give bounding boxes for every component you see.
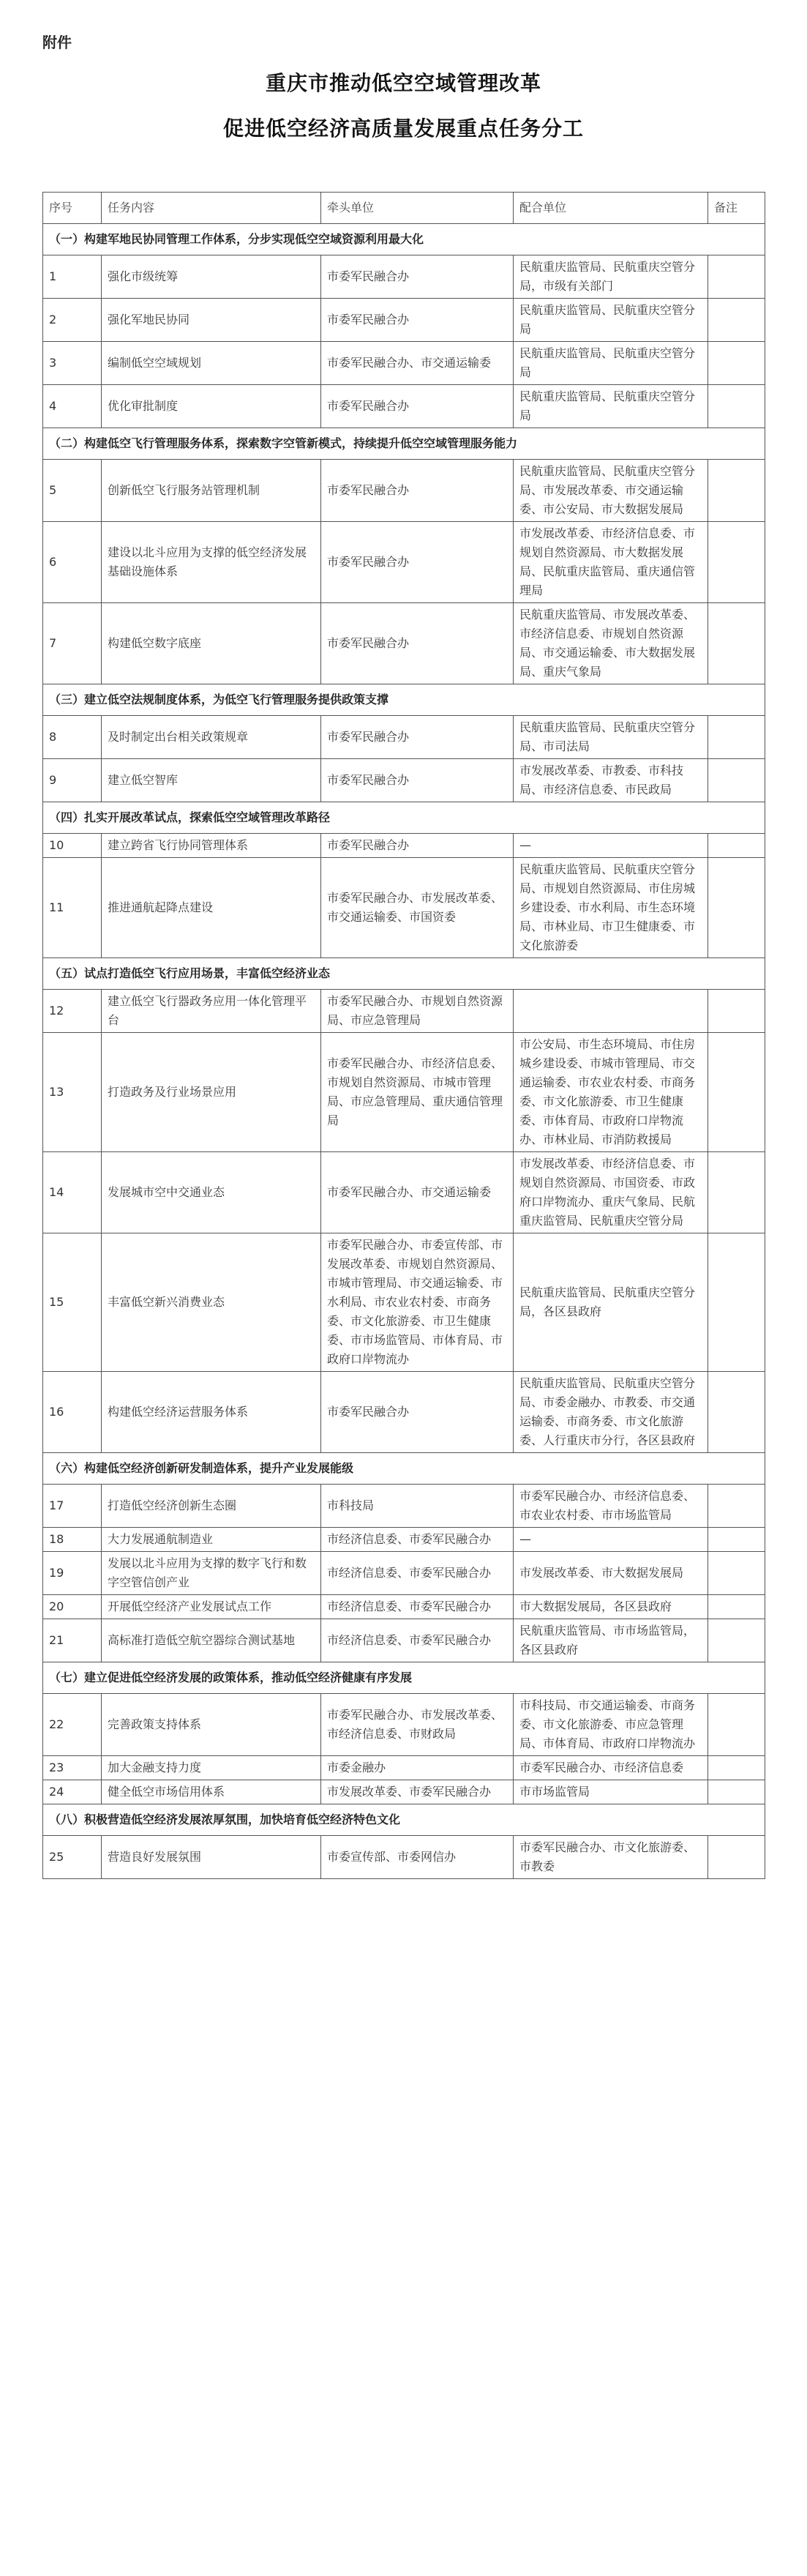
section-row [43, 428, 765, 460]
table-row [43, 1780, 765, 1804]
remarks [708, 1552, 765, 1595]
section-title: （二）构建低空飞行管理服务体系，探索数字空管新模式，持续提升低空空域管理服务能力 [43, 428, 765, 460]
task-content: 建立低空智库 [102, 759, 321, 802]
row-number: 17 [43, 1485, 102, 1528]
lead-unit: 市委军民融合办、市发展改革委、市经济信息委、市财政局 [321, 1694, 514, 1756]
remarks [708, 460, 765, 522]
remarks [708, 385, 765, 428]
lead-unit: 市委军民融合办 [321, 603, 514, 684]
table-row [43, 1152, 765, 1233]
cooperating-unit: 民航重庆监管局、民航重庆空管分局 [514, 342, 708, 385]
document-title-line2: 促进低空经济高质量发展重点任务分工 [222, 116, 584, 141]
remarks [708, 990, 765, 1033]
cooperating-unit: 市公安局、市生态环境局、市住房城乡建设委、市城市管理局、市交通运输委、市农业农村委、市商务委、市文化旅游委、市卫生健康委、市体育局、市政府口岸物流办、市林业局、市消防救援局 [514, 1033, 708, 1152]
row-number: 16 [43, 1372, 102, 1453]
lead-unit: 市委军民融合办 [321, 299, 514, 342]
task-content: 打造政务及行业场景应用 [102, 1033, 321, 1152]
lead-unit: 市委军民融合办、市交通运输委 [321, 342, 514, 385]
row-number: 5 [43, 460, 102, 522]
row-number: 21 [43, 1619, 102, 1662]
task-content: 营造良好发展氛围 [102, 1836, 321, 1879]
table-row [43, 759, 765, 802]
remarks [708, 1756, 765, 1780]
remarks [708, 1694, 765, 1756]
task-content: 完善政策支持体系 [102, 1694, 321, 1756]
task-content: 发展城市空中交通业态 [102, 1152, 321, 1233]
lead-unit: 市委军民融合办 [321, 255, 514, 299]
cooperating-unit: 市发展改革委、市教委、市科技局、市经济信息委、市民政局 [514, 759, 708, 802]
row-number: 8 [43, 716, 102, 759]
row-number: 14 [43, 1152, 102, 1233]
lead-unit: 市委军民融合办 [321, 522, 514, 603]
cooperating-unit: 民航重庆监管局、民航重庆空管分局，市级有关部门 [514, 255, 708, 299]
table-row [43, 1836, 765, 1879]
task-content: 大力发展通航制造业 [102, 1528, 321, 1552]
row-number: 3 [43, 342, 102, 385]
table-row [43, 342, 765, 385]
task-content: 优化审批制度 [102, 385, 321, 428]
header-no: 序号 [43, 193, 102, 224]
remarks [708, 1152, 765, 1233]
table-row [43, 1233, 765, 1372]
lead-unit: 市经济信息委、市委军民融合办 [321, 1552, 514, 1595]
remarks [708, 716, 765, 759]
section-title: （六）构建低空经济创新研发制造体系，提升产业发展能级 [43, 1453, 765, 1485]
task-content: 高标准打造低空航空器综合测试基地 [102, 1619, 321, 1662]
row-number: 15 [43, 1233, 102, 1372]
task-content: 推进通航起降点建设 [102, 858, 321, 958]
cooperating-unit: 民航重庆监管局、市市场监管局，各区县政府 [514, 1619, 708, 1662]
lead-unit: 市委军民融合办、市发展改革委、市交通运输委、市国资委 [321, 858, 514, 958]
table-row [43, 1619, 765, 1662]
section-row [43, 1453, 765, 1485]
remarks [708, 759, 765, 802]
task-table-body [43, 224, 765, 1879]
table-row [43, 1372, 765, 1453]
cooperating-unit: 市市场监管局 [514, 1780, 708, 1804]
table-row [43, 834, 765, 858]
cooperating-unit: 市大数据发展局，各区县政府 [514, 1595, 708, 1619]
task-content: 构建低空经济运营服务体系 [102, 1372, 321, 1453]
table-row [43, 1033, 765, 1152]
cooperating-unit: — [514, 834, 708, 858]
section-row [43, 1662, 765, 1694]
table-row [43, 1552, 765, 1595]
table-row [43, 990, 765, 1033]
task-content: 发展以北斗应用为支撑的数字飞行和数字空管信创产业 [102, 1552, 321, 1595]
table-row [43, 255, 765, 299]
task-content: 及时制定出台相关政策规章 [102, 716, 321, 759]
table-row [43, 716, 765, 759]
row-number: 24 [43, 1780, 102, 1804]
table-row [43, 522, 765, 603]
task-content: 建立低空飞行器政务应用一体化管理平台 [102, 990, 321, 1033]
row-number: 11 [43, 858, 102, 958]
lead-unit: 市委军民融合办 [321, 716, 514, 759]
header-task: 任务内容 [102, 193, 321, 224]
cooperating-unit: 民航重庆监管局、民航重庆空管分局、市规划自然资源局、市住房城乡建设委、市水利局、市生态环境局、市林业局、市卫生健康委、市文化旅游委 [514, 858, 708, 958]
section-title: （八）积极营造低空经济发展浓厚氛围，加快培育低空经济特色文化 [43, 1804, 765, 1836]
row-number: 7 [43, 603, 102, 684]
section-row [43, 684, 765, 716]
task-content: 强化市级统筹 [102, 255, 321, 299]
section-row [43, 802, 765, 834]
table-row [43, 385, 765, 428]
table-header-row [43, 193, 765, 224]
cooperating-unit: — [514, 1528, 708, 1552]
task-content: 健全低空市场信用体系 [102, 1780, 321, 1804]
table-row [43, 460, 765, 522]
task-content: 建设以北斗应用为支撑的低空经济发展基础设施体系 [102, 522, 321, 603]
task-content: 构建低空数字底座 [102, 603, 321, 684]
remarks [708, 522, 765, 603]
remarks [708, 1033, 765, 1152]
row-number: 4 [43, 385, 102, 428]
task-content: 创新低空飞行服务站管理机制 [102, 460, 321, 522]
row-number: 12 [43, 990, 102, 1033]
table-row [43, 1595, 765, 1619]
remarks [708, 834, 765, 858]
section-title: （七）建立促进低空经济发展的政策体系，推动低空经济健康有序发展 [43, 1662, 765, 1694]
lead-unit: 市委军民融合办 [321, 759, 514, 802]
row-number: 6 [43, 522, 102, 603]
section-row [43, 1804, 765, 1836]
document-title-line1: 重庆市推动低空空域管理改革 [265, 71, 541, 95]
table-row [43, 1528, 765, 1552]
attachment-label: 附件 [42, 34, 72, 51]
header-lead: 牵头单位 [321, 193, 514, 224]
remarks [708, 858, 765, 958]
row-number: 25 [43, 1836, 102, 1879]
table-row [43, 1694, 765, 1756]
section-title: （五）试点打造低空飞行应用场景，丰富低空经济业态 [43, 958, 765, 990]
row-number: 1 [43, 255, 102, 299]
task-content: 打造低空经济创新生态圈 [102, 1485, 321, 1528]
remarks [708, 1780, 765, 1804]
remarks [708, 1595, 765, 1619]
task-content: 丰富低空新兴消费业态 [102, 1233, 321, 1372]
lead-unit: 市委军民融合办 [321, 1372, 514, 1453]
table-row [43, 1485, 765, 1528]
section-row [43, 224, 765, 255]
row-number: 22 [43, 1694, 102, 1756]
row-number: 10 [43, 834, 102, 858]
task-content: 加大金融支持力度 [102, 1756, 321, 1780]
remarks [708, 299, 765, 342]
task-content: 建立跨省飞行协同管理体系 [102, 834, 321, 858]
cooperating-unit: 市发展改革委、市经济信息委、市规划自然资源局、市国资委、市政府口岸物流办、重庆气象局、民航重庆监管局、民航重庆空管分局 [514, 1152, 708, 1233]
row-number: 18 [43, 1528, 102, 1552]
cooperating-unit: 市委军民融合办、市文化旅游委、市教委 [514, 1836, 708, 1879]
lead-unit: 市经济信息委、市委军民融合办 [321, 1528, 514, 1552]
remarks [708, 255, 765, 299]
remarks [708, 1836, 765, 1879]
cooperating-unit [514, 990, 708, 1033]
table-row [43, 299, 765, 342]
cooperating-unit: 市发展改革委、市大数据发展局 [514, 1552, 708, 1595]
cooperating-unit: 民航重庆监管局、民航重庆空管分局 [514, 299, 708, 342]
section-title: （一）构建军地民协同管理工作体系，分步实现低空空域资源利用最大化 [43, 224, 765, 255]
task-content: 编制低空空域规划 [102, 342, 321, 385]
remarks [708, 1528, 765, 1552]
cooperating-unit: 民航重庆监管局、市发展改革委、市经济信息委、市规划自然资源局、市交通运输委、市大数据发展局、重庆气象局 [514, 603, 708, 684]
lead-unit: 市委军民融合办、市规划自然资源局、市应急管理局 [321, 990, 514, 1033]
lead-unit: 市经济信息委、市委军民融合办 [321, 1619, 514, 1662]
row-number: 2 [43, 299, 102, 342]
lead-unit: 市委金融办 [321, 1756, 514, 1780]
lead-unit: 市委军民融合办 [321, 460, 514, 522]
task-table [42, 192, 765, 1879]
cooperating-unit: 民航重庆监管局、民航重庆空管分局 [514, 385, 708, 428]
remarks [708, 342, 765, 385]
table-row [43, 858, 765, 958]
lead-unit: 市委军民融合办 [321, 385, 514, 428]
task-content: 开展低空经济产业发展试点工作 [102, 1595, 321, 1619]
remarks [708, 1372, 765, 1453]
cooperating-unit: 市委军民融合办、市经济信息委、市农业农村委、市市场监管局 [514, 1485, 708, 1528]
row-number: 13 [43, 1033, 102, 1152]
remarks [708, 1233, 765, 1372]
lead-unit: 市委宣传部、市委网信办 [321, 1836, 514, 1879]
section-title: （四）扎实开展改革试点，探索低空空域管理改革路径 [43, 802, 765, 834]
cooperating-unit: 市科技局、市交通运输委、市商务委、市文化旅游委、市应急管理局、市体育局、市政府口岸物流办 [514, 1694, 708, 1756]
cooperating-unit: 民航重庆监管局、民航重庆空管分局、市发展改革委、市交通运输委、市公安局、市大数据发展局 [514, 460, 708, 522]
row-number: 20 [43, 1595, 102, 1619]
cooperating-unit: 民航重庆监管局、民航重庆空管分局、市司法局 [514, 716, 708, 759]
lead-unit: 市委军民融合办 [321, 834, 514, 858]
lead-unit: 市委军民融合办、市交通运输委 [321, 1152, 514, 1233]
header-note: 备注 [708, 193, 765, 224]
header-cooperating: 配合单位 [514, 193, 708, 224]
lead-unit: 市委军民融合办、市经济信息委、市规划自然资源局、市城市管理局、市应急管理局、重庆通信管理局 [321, 1033, 514, 1152]
section-title: （三）建立低空法规制度体系，为低空飞行管理服务提供政策支撑 [43, 684, 765, 716]
section-row [43, 958, 765, 990]
row-number: 19 [43, 1552, 102, 1595]
lead-unit: 市委军民融合办、市委宣传部、市发展改革委、市规划自然资源局、市城市管理局、市交通运输委、市水利局、市农业农村委、市商务委、市文化旅游委、市卫生健康委、市市场监管局、市体育局、市政府口岸物流办 [321, 1233, 514, 1372]
remarks [708, 603, 765, 684]
remarks [708, 1485, 765, 1528]
row-number: 9 [43, 759, 102, 802]
lead-unit: 市科技局 [321, 1485, 514, 1528]
table-row [43, 603, 765, 684]
lead-unit: 市经济信息委、市委军民融合办 [321, 1595, 514, 1619]
cooperating-unit: 民航重庆监管局、民航重庆空管分局、市委金融办、市教委、市交通运输委、市商务委、市文化旅游委、人行重庆市分行，各区县政府 [514, 1372, 708, 1453]
task-content: 强化军地民协同 [102, 299, 321, 342]
cooperating-unit: 市委军民融合办、市经济信息委 [514, 1756, 708, 1780]
lead-unit: 市发展改革委、市委军民融合办 [321, 1780, 514, 1804]
table-row [43, 1756, 765, 1780]
cooperating-unit: 民航重庆监管局、民航重庆空管分局，各区县政府 [514, 1233, 708, 1372]
row-number: 23 [43, 1756, 102, 1780]
cooperating-unit: 市发展改革委、市经济信息委、市规划自然资源局、市大数据发展局、民航重庆监管局、重庆通信管理局 [514, 522, 708, 603]
remarks [708, 1619, 765, 1662]
